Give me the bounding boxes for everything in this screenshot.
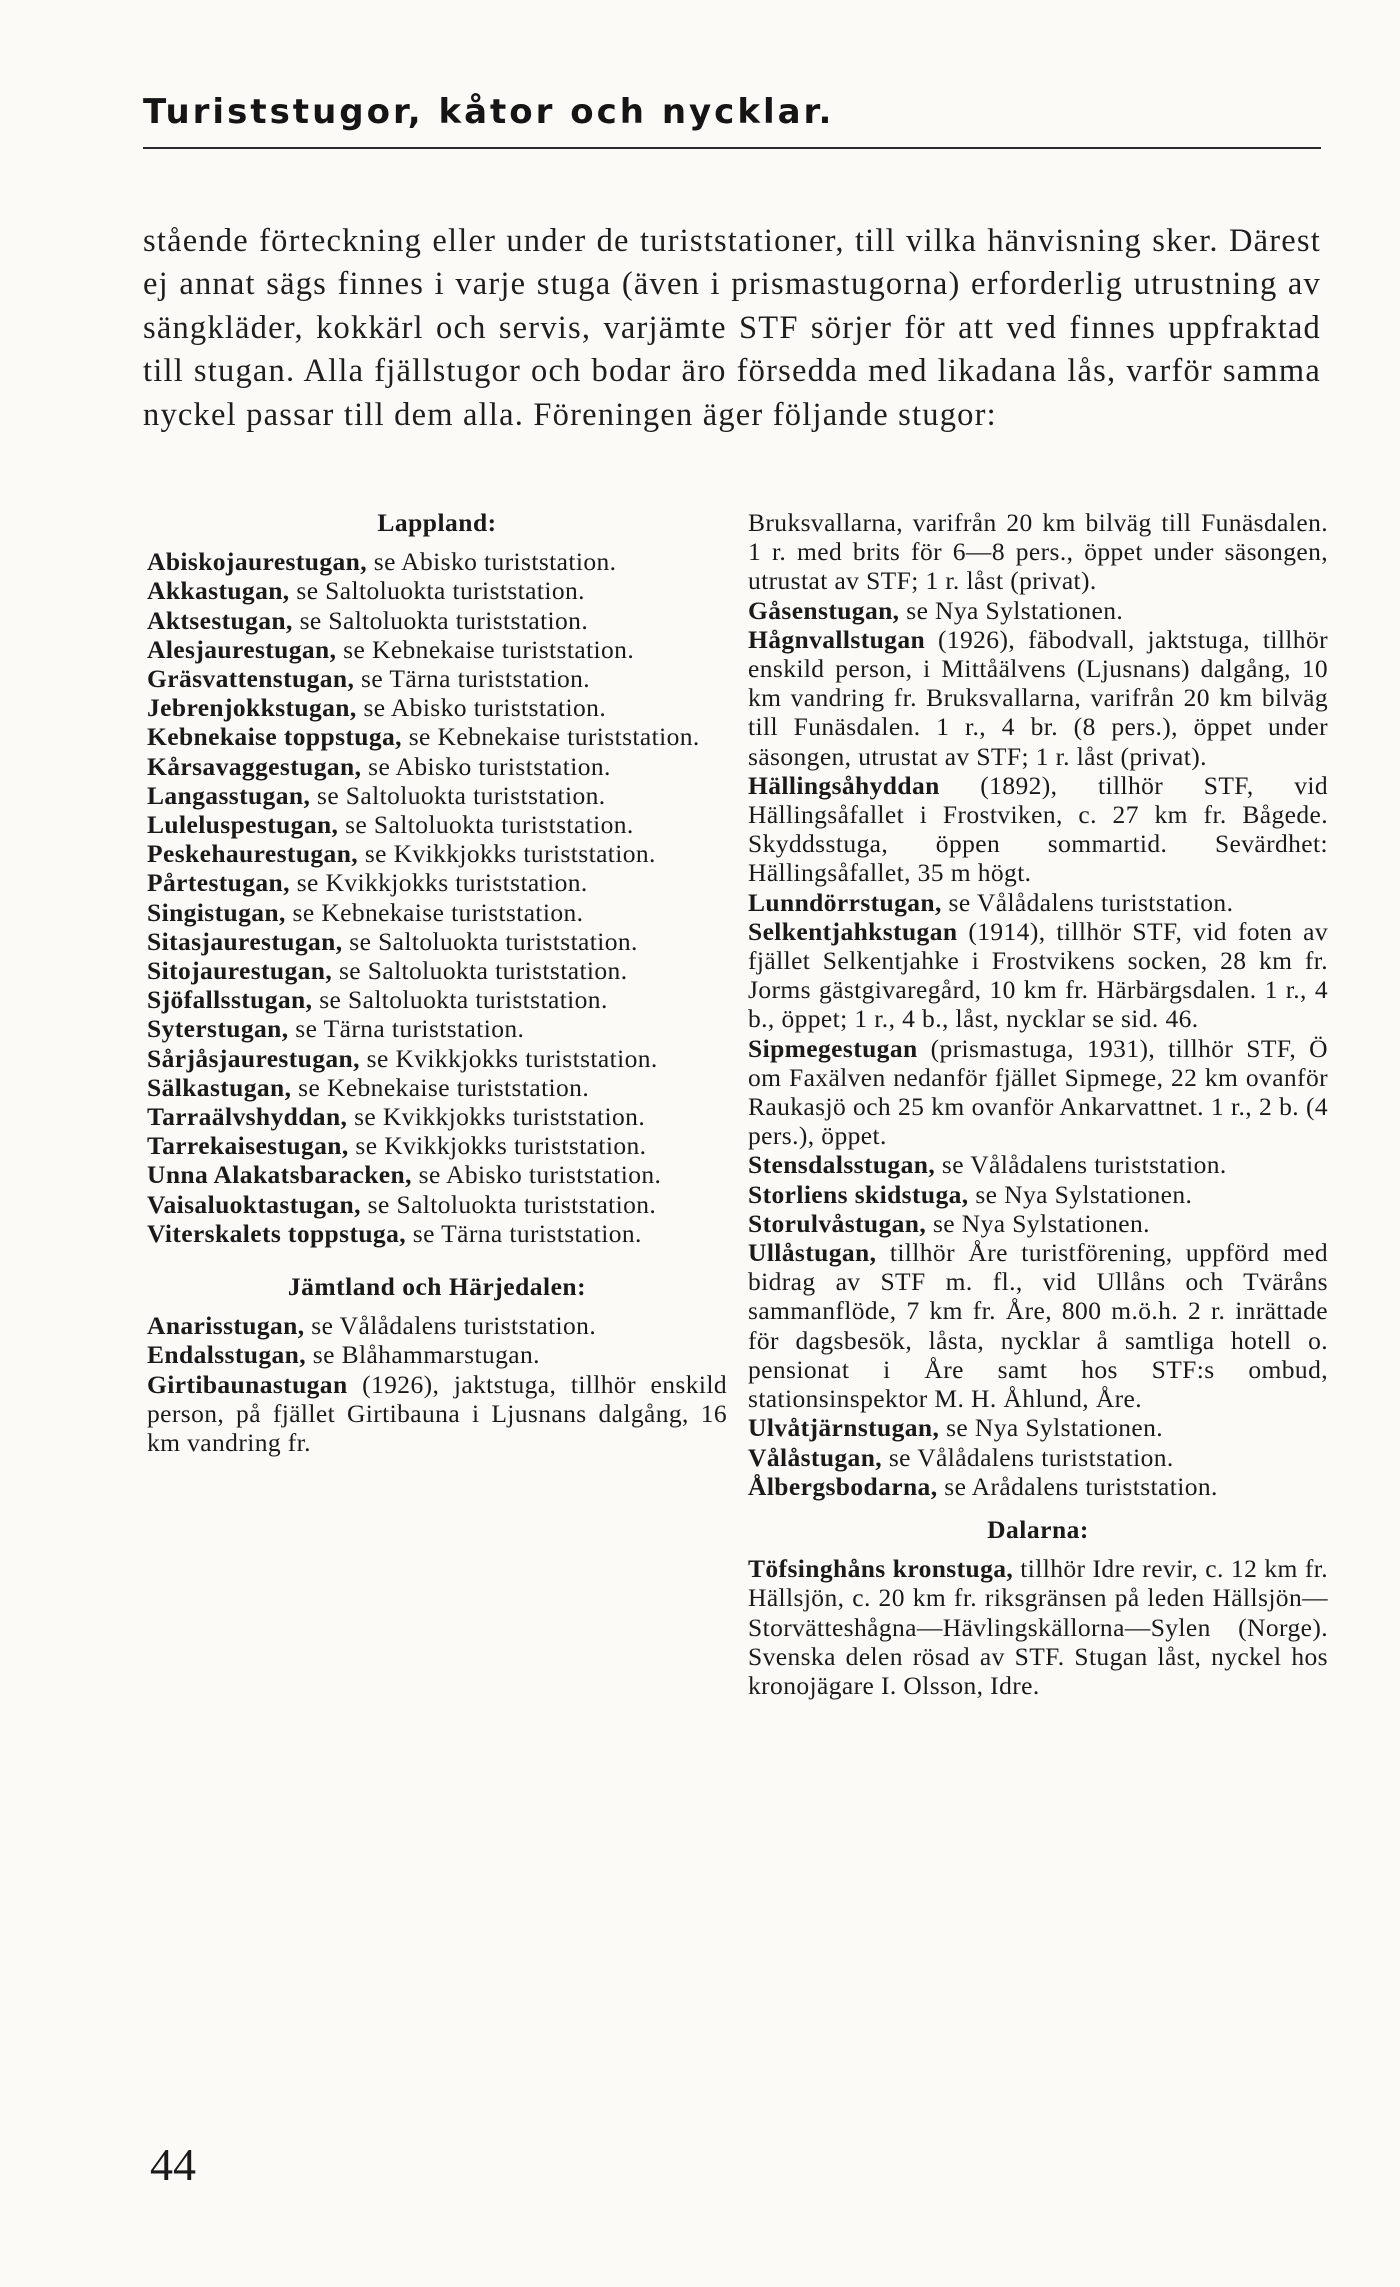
cabin-name: Stensdalsstugan, [748, 1150, 936, 1180]
cabin-description: se Vålådalens turiststation. [304, 1311, 597, 1341]
cabin-entry [147, 635, 727, 664]
cabin-description: (1926), jaktstuga, tillhör enskild person, på fjället Girtibauna i Ljusnans dalgång, 16 km vandring fr. [147, 1369, 727, 1458]
cabin-description: se Tärna turiststation. [354, 664, 591, 694]
cabin-entry [147, 1190, 727, 1219]
cabin-entry [147, 1311, 727, 1340]
cabin-description: se Saltoluokta turiststation. [342, 926, 638, 956]
cabin-name: Storulvåstugan, [748, 1208, 927, 1238]
left-column [147, 508, 727, 1457]
cabin-entry [147, 752, 727, 781]
cabin-entry [147, 1044, 727, 1073]
page-number: 44 [150, 2139, 196, 2190]
cabin-description: se Nya Sylstationen. [926, 1208, 1150, 1238]
cabin-entry [147, 1102, 727, 1131]
cabin-entry [748, 1034, 1328, 1151]
cabin-description: se Kvikkjokks turiststation. [358, 839, 656, 869]
cabin-description: se Kvikkjokks turiststation. [289, 868, 588, 898]
cabin-entry [147, 1014, 727, 1043]
dalarna-entry-list [748, 1554, 1328, 1700]
cabin-entry [748, 1180, 1328, 1209]
cabin-entry [748, 888, 1328, 917]
cabin-name: Hågnvallstugan [748, 624, 926, 654]
cabin-description: se Kebnekaise turiststation. [401, 722, 700, 752]
cabin-description: (1892), tillhör STF, vid Hällingsåfallet i Frostviken, c. 27 km fr. Bågede. Skyddsstuga, öppen sommartid. Sevärdhet: Hällingsåfallet, 35 m högt. [748, 770, 1328, 888]
cabin-entry [748, 1238, 1328, 1413]
cabin-entry [147, 606, 727, 635]
cabin-entry [147, 1370, 727, 1458]
cabin-name: Gåsenstugan, [748, 595, 900, 625]
cabin-name: Lunndörrstugan, [748, 887, 942, 917]
cabin-name: Anarisstugan, [147, 1311, 305, 1341]
cabin-name: Sitojaurestugan, [147, 956, 333, 986]
cabin-description: (1926), fäbodvall, jaktstuga, tillhör enskild person, i Mittåälvens (Ljusnans) dalgång, 10 km vandring fr. Bruksvallarna, varifrån 20 km bilväg till Funäsdalen. 1 r., 4 br. (8 pers.), öppet under säsongen, utrustat av STF; 1 r. låst (privat). [748, 624, 1328, 771]
cabin-entry [147, 781, 727, 810]
cabin-entry [748, 1413, 1328, 1442]
cabin-entry [748, 1554, 1328, 1700]
cabin-description: (1914), tillhör STF, vid foten av fjället Selkentjahke i Frostvikens socken, 28 km fr. Jorms gästgivaregård, 10 km fr. Härbärgsdalen. 1 r., 4 b., öppet; 1 r., 4 b., låst, nycklar se sid. 46. [748, 916, 1328, 1034]
cabin-name: Langasstugan, [147, 780, 311, 810]
cabin-name: Vålåstugan, [748, 1442, 883, 1472]
cabin-entry [147, 1219, 727, 1248]
cabin-description: se Kebnekaise turiststation. [291, 1072, 590, 1102]
cabin-name: Sitasjaurestugan, [147, 926, 343, 956]
cabin-description: se Vålådalens turiststation. [882, 1442, 1174, 1472]
cabin-description: se Saltoluokta turiststation. [332, 956, 628, 986]
cabin-description: se Saltoluokta turiststation. [360, 1189, 657, 1219]
cabin-entry [748, 625, 1328, 771]
cabin-entry [147, 1160, 727, 1189]
cabin-entry [147, 1131, 727, 1160]
cabin-name: Storliens skidstuga, [748, 1179, 969, 1209]
section-gap [147, 1248, 727, 1272]
page-header-title: Turiststugor, kåtor och nycklar. [143, 92, 835, 132]
cabin-name: Viterskalets toppstuga, [147, 1218, 407, 1248]
header-divider [143, 147, 1321, 149]
cabin-name: Hällingsåhyddan [748, 770, 940, 800]
cabin-description: se Nya Sylstationen. [939, 1413, 1164, 1443]
cabin-description: se Abisko turiststation. [411, 1160, 662, 1190]
cabin-entry [147, 898, 727, 927]
region-heading-lappland: Lappland: [377, 508, 497, 537]
cabin-description: se Vålådalens turiststation. [941, 887, 1234, 917]
cabin-description: se Saltoluokta turiststation. [289, 576, 585, 606]
cabin-name: Sälkastugan, [147, 1072, 292, 1102]
jamtland-entry-list-continued [748, 596, 1328, 1501]
cabin-description: se Kebnekaise turiststation. [336, 634, 635, 664]
cabin-name: Tarraälvshyddan, [147, 1102, 348, 1132]
cabin-name: Selkentjahkstugan [748, 916, 958, 946]
cabin-name: Jebrenjokkstugan, [147, 693, 357, 723]
right-column [748, 508, 1328, 1700]
cabin-name: Peskehaurestugan, [147, 839, 359, 869]
cabin-name: Tarrekaisestugan, [147, 1131, 349, 1161]
intro-paragraph: stående förteckning eller under de turiststationer, till vilka hänvisning sker. Därest ej annat sägs finnes i varje stuga (även i prismastugorna) erforderlig utrustning av sängkläder, kokkärl och servis, varjämte STF sörjer för att ved finnes uppfraktad till stugan. Alla fjällstugor och bodar äro försedda med likadana lås, varför samma nyckel passar till dem alla. Föreningen äger följande stugor: [143, 222, 1321, 433]
cabin-description: se Abisko turiststation. [361, 751, 611, 781]
cabin-name: Endalsstugan, [147, 1340, 306, 1370]
cabin-name: Aktsestugan, [147, 605, 293, 635]
cabin-name: Akkastugan, [147, 576, 290, 606]
cabin-entry [748, 1443, 1328, 1472]
cabin-description: se Arådalens turiststation. [937, 1471, 1218, 1501]
cabin-name: Vaisaluoktastugan, [147, 1189, 361, 1219]
cabin-entry [147, 576, 727, 605]
cabin-entry [748, 1209, 1328, 1238]
cabin-description: se Saltoluokta turiststation. [338, 810, 634, 840]
cabin-name: Kebnekaise toppstuga, [147, 722, 402, 752]
cabin-description: se Kvikkjokks turiststation. [359, 1043, 658, 1073]
cabin-name: Sipmegestugan [748, 1033, 918, 1063]
region-heading-jamtland: Jämtland och Härjedalen: [287, 1272, 587, 1302]
cabin-name: Syterstugan, [147, 1014, 289, 1044]
cabin-entry [748, 596, 1328, 625]
cabin-entry [147, 1340, 727, 1369]
cabin-entry [147, 547, 727, 576]
jamtland-entry-list [147, 1311, 727, 1457]
cabin-entry [147, 868, 727, 897]
cabin-name: Ålbergsbodarna, [748, 1471, 938, 1501]
cabin-entry [147, 1073, 727, 1102]
cabin-name: Kårsavaggestugan, [147, 751, 362, 781]
cabin-entry [147, 839, 727, 868]
cabin-description: se Vålådalens turiststation. [935, 1150, 1227, 1180]
cabin-entry [748, 771, 1328, 888]
cabin-description: se Saltoluokta turiststation. [312, 985, 608, 1015]
cabin-description: se Saltoluokta turiststation. [310, 780, 606, 810]
cabin-name: Gräsvattenstugan, [147, 664, 355, 694]
cabin-entry [147, 810, 727, 839]
cabin-name: Alesjaurestugan, [147, 634, 337, 664]
cabin-description: se Saltoluokta turiststation. [292, 605, 589, 635]
continued-entry-text: Bruksvallarna, varifrån 20 km bilväg till Funäsdalen. 1 r. med brits för 6—8 pers., öppet under säsongen, utrustat av STF; 1 r. låst (privat). [748, 508, 1328, 596]
cabin-name: Girtibaunastugan [147, 1369, 348, 1399]
cabin-name: Sjöfallsstugan, [147, 985, 313, 1015]
cabin-name: Töfsinghåns kronstuga, [748, 1554, 1014, 1584]
cabin-description: se Nya Sylstationen. [899, 595, 1124, 625]
cabin-description: se Nya Sylstationen. [968, 1179, 1193, 1209]
cabin-description: se Tärna turiststation. [406, 1218, 642, 1248]
cabin-description: se Tärna turiststation. [288, 1014, 525, 1044]
cabin-description: se Blåhammarstugan. [305, 1340, 540, 1370]
cabin-name: Pårtestugan, [147, 868, 290, 898]
region-heading-dalarna: Dalarna: [987, 1514, 1089, 1544]
cabin-entry [147, 985, 727, 1014]
cabin-name: Unna Alakatsbaracken, [147, 1160, 412, 1190]
cabin-description: se Kvikkjokks turiststation. [347, 1102, 646, 1132]
cabin-entry [748, 917, 1328, 1034]
cabin-name: Singistugan, [147, 897, 286, 927]
cabin-description: se Abisko turiststation. [356, 693, 607, 723]
cabin-entry [147, 956, 727, 985]
cabin-description: (prismastuga, 1931), tillhör STF, Ö om Faxälven nedanför fjället Sipmege, 22 km ovanför Raukasjö och 25 km ovanför Ankarvattnet. 1 r., 2 b. (4 pers.), öppet. [748, 1033, 1328, 1151]
cabin-entry [147, 722, 727, 751]
cabin-name: Ulvåtjärnstugan, [748, 1413, 940, 1443]
cabin-entry [147, 664, 727, 693]
cabin-entry [748, 1150, 1328, 1179]
cabin-name: Ullåstugan, [748, 1238, 877, 1268]
cabin-entry [748, 1472, 1328, 1501]
cabin-name: Sårjåsjaurestugan, [147, 1043, 360, 1073]
cabin-entry [147, 927, 727, 956]
cabin-description: tillhör Åre turistförening, uppförd med bidrag av STF m. fl., vid Ullåns och Tväråns sammanflöde, 7 km fr. Åre, 800 m.ö.h. 2 r. inrättade för dagsbesök, låsta, nycklar å samtliga hotell o. pensionat i Åre samt hos STF:s ombud, stationsinspektor M. H. Åhlund, Åre. [748, 1238, 1328, 1414]
lappland-entry-list [147, 547, 727, 1248]
cabin-description: se Kvikkjokks turiststation. [348, 1131, 647, 1161]
cabin-name: Abiskojaurestugan, [147, 547, 367, 577]
cabin-description: tillhör Idre revir, c. 12 km fr. Hällsjön, c. 20 km fr. riksgränsen på leden Hällsjön—Storvätteshågna—Hävlingskällorna—Sylen (Norge). Svenska delen rösad av STF. Stugan låst, nyckel hos kronojägare I. Olsson, Idre. [748, 1554, 1328, 1700]
section-gap [748, 1501, 1328, 1515]
cabin-description: se Kebnekaise turiststation. [285, 897, 584, 927]
cabin-description: se Abisko turiststation. [367, 547, 617, 577]
cabin-entry [147, 693, 727, 722]
cabin-name: Luleluspestugan, [147, 810, 339, 840]
